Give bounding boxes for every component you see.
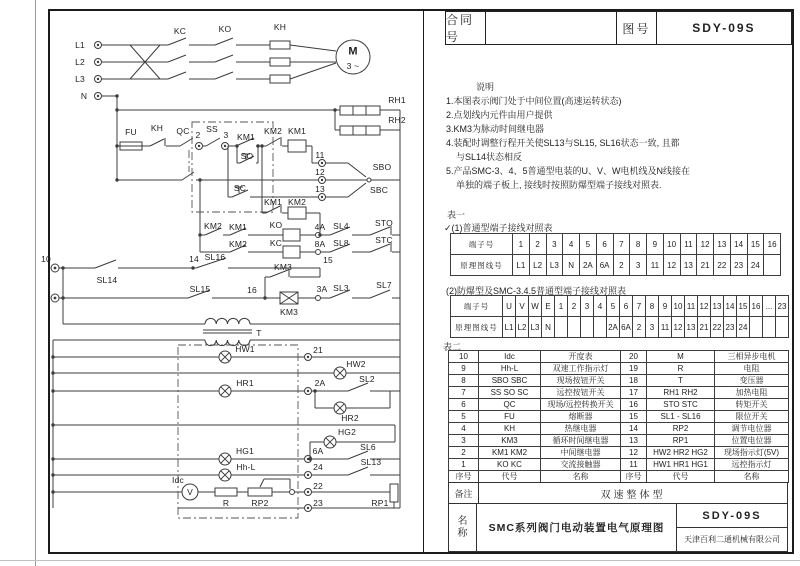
table-cell: 5 [580,234,597,255]
table-cell: 14 [724,296,737,317]
table-cell: SBO SBC [479,375,541,387]
schematic-label: SBC [369,184,389,195]
schematic-label: KM1 [287,125,307,136]
schematic-label: 6A [312,445,324,456]
table-cell: 22 [711,317,724,338]
table-cell: RH1 RH2 [647,387,715,399]
schematic-label: 23 [313,497,323,508]
table-cell: 变压器 [715,375,789,387]
table-cell: N [542,317,555,338]
table-cell: V [516,296,529,317]
title-block [445,11,792,45]
table-cell: 24 [748,255,765,276]
table-cell: L2 [530,255,547,276]
schematic-label: SL13 [360,456,382,467]
table-cell: Hh-L [479,363,541,375]
table-cell [555,317,568,338]
table-cell: 15 [737,296,750,317]
schematic-label: 24 [313,461,323,472]
table-cell: 现场按钮开关 [541,375,621,387]
table-cell: 限位开关 [715,411,789,423]
table-cell: 名称 [541,471,621,483]
table-cell: 5 [449,411,479,423]
table-cell: 12 [664,255,681,276]
table-row [451,255,781,276]
table-cell: T [647,375,715,387]
table-cell: FU [479,411,541,423]
table-cell: 序号 [449,471,479,483]
table-cell: 名称 [715,471,789,483]
table-cell: 2 [568,296,581,317]
table-cell: 13 [714,234,731,255]
table-cell: 11 [681,234,698,255]
schematic-label: RH2 [388,114,406,125]
table-cell: 15 [748,234,765,255]
table-cell: SL1 - SL16 [647,411,715,423]
table-cell: KM1 KM2 [479,447,541,459]
table-cell: 14 [731,234,748,255]
table-cell: 9 [449,363,479,375]
table-cell: 原理图线号 [451,317,503,338]
schematic-label: 2A [314,377,326,388]
table-cell: L3 [529,317,542,338]
table-cell: U [503,296,516,317]
table-cell: 2A [607,317,620,338]
table-cell: KH [479,423,541,435]
table-cell: 22 [714,255,731,276]
note-line: 单独的端子板上, 接线时按照防爆型端子接线对照表. [456,180,662,190]
table-cell: HW1 HR1 HG1 [647,459,715,471]
table-cell: 2 [449,447,479,459]
schematic-label: L3 [75,73,85,84]
schematic-label: 15 [323,254,333,265]
table-cell: 1 [513,234,530,255]
schematic-label: 3 ~ [346,60,360,71]
schematic-label: 10 [41,253,51,264]
table-cell [594,317,607,338]
drawing-number-label: 图号 [617,12,657,44]
table-cell [581,317,594,338]
schematic-label: KM1 [236,131,256,142]
table-cell: 2 [633,317,646,338]
table-row [449,363,789,375]
schematic-label: SL6 [360,441,376,452]
schematic-label: HG1 [235,445,255,456]
note-line: 1.本图表示阀门处于中间位置(高速运转状态) [446,96,622,106]
table-cell: M [647,351,715,363]
table-row [451,296,789,317]
schematic-label: KO [269,219,283,230]
table-cell: 热继电器 [541,423,621,435]
component-legend-table [448,350,789,483]
schematic-label: 2 [195,129,201,140]
table-cell: RP2 [647,423,715,435]
schematic-label: 4A [314,221,326,232]
schematic-label: HR1 [236,377,254,388]
company-name: 天津百利二通机械有限公司 [684,535,780,544]
table-cell: 端子号 [451,296,503,317]
table-row [449,411,789,423]
table-cell: 远控指示灯 [715,459,789,471]
schematic-label: 21 [313,344,323,355]
note-line: 5.产品SMC-3、4、5普通型电装的U、V、W电机线及N线接在 [446,166,691,176]
table-cell: 序号 [621,471,647,483]
table-cell: 原理图线号 [451,255,513,276]
table-cell: 位置电位器 [715,435,789,447]
table-cell: 1 [555,296,568,317]
table-cell: 12 [697,234,714,255]
schematic-label: M [348,45,358,58]
table-cell: 2 [614,255,631,276]
schematic-label: QC [176,125,190,136]
remarks-row [448,482,788,504]
schematic-label: SL8 [333,237,349,248]
table-row [449,435,789,447]
table-cell: 4 [449,423,479,435]
table-cell: 20 [621,351,647,363]
table-cell: 交流接触器 [541,459,621,471]
note-line: 说明 [476,82,495,92]
table-cell: STO STC [647,399,715,411]
table-cell: 双速工作指示灯 [541,363,621,375]
table-cell: N [563,255,580,276]
table-row [449,423,789,435]
table-cell: 24 [737,317,750,338]
table-cell: 5 [607,296,620,317]
schematic-label: 11 [315,149,325,160]
table-cell: 8 [630,234,647,255]
table-cell: 7 [633,296,646,317]
drawing-number-value: SDY-09S [692,21,756,35]
table2-subcaption: (2)防爆型及SMC-3.4.5普通型端子接线对照表 [446,286,627,296]
table3-caption: 表二 [443,342,462,352]
table-row [451,234,781,255]
schematic-label: HW1 [235,343,255,354]
schematic-label: 16 [247,284,257,295]
table-row [449,447,789,459]
table-cell: 6 [449,399,479,411]
remarks-label: 备注 [449,483,479,503]
note-line: 2.点划线内元件由用户提供 [446,110,553,120]
table-cell: 21 [697,255,714,276]
table-cell: 中间继电器 [541,447,621,459]
table1-subcaption: ✓(1)普通型端子接线对照表 [444,223,553,233]
schematic-label: STC [375,234,393,245]
table-cell: 代号 [647,471,715,483]
table-cell: 调节电位器 [715,423,789,435]
drawing-title: SMC系列阀门电动装置电气原理图 [477,504,677,551]
schematic-label: RP2 [251,497,269,508]
table-cell: 3 [547,234,564,255]
schematic-label: SL16 [204,251,226,262]
schematic-label: 3A [316,283,328,294]
schematic-label: 3 [223,129,229,140]
table-cell [763,317,776,338]
table-cell: 23 [776,296,789,317]
table-cell: 端子号 [451,234,513,255]
schematic-label: SS [206,123,218,134]
schematic-label: RP1 [371,497,389,508]
note-line: 与SL14状态相反 [456,152,523,162]
table-cell: 9 [659,296,672,317]
table-cell: 11 [659,317,672,338]
table-cell: 循环时间继电器 [541,435,621,447]
schematic-label: KH [150,122,164,133]
table-row [449,387,789,399]
table-cell: 10 [664,234,681,255]
table-cell: 11 [621,459,647,471]
table-row [451,317,789,338]
table-cell: 21 [698,317,711,338]
schematic-label: HG2 [337,426,357,437]
table-cell: 6 [620,296,633,317]
name-label: 名称 [449,504,477,551]
schematic-label: HR2 [341,412,359,423]
table-cell: 3 [630,255,647,276]
schematic-label: KO [218,23,232,34]
table-row [449,399,789,411]
schematic-label: HW2 [346,358,366,369]
footer-drawing-number: SDY-09S [677,504,787,528]
table-cell: R [647,363,715,375]
table-cell: 16 [764,234,781,255]
table-cell: 电阻 [715,363,789,375]
schematic-label: Hh-L [236,461,256,472]
name-block [448,504,788,552]
schematic-label: SBO [372,161,392,172]
table-cell: 19 [621,363,647,375]
table-cell [764,255,781,276]
table-row [449,375,789,387]
table-cell [750,317,763,338]
table-cell: QC [479,399,541,411]
table-cell: 7 [449,387,479,399]
table-cell: 11 [647,255,664,276]
schematic-label: SL3 [333,282,349,293]
table-cell: 12 [621,447,647,459]
table-row [449,351,789,363]
table-cell: KM3 [479,435,541,447]
table-cell: 12 [672,317,685,338]
schematic-label: Idc [172,474,184,485]
table-cell: L1 [513,255,530,276]
table-cell: 2A [580,255,597,276]
table-cell: 10 [449,351,479,363]
schematic-label: 14 [189,253,199,264]
schematic-label: 13 [315,183,325,194]
table-cell: 8 [646,296,659,317]
table-cell: 14 [621,423,647,435]
note-line: 4.装配时调整行程开关使SL13与SL15, SL16状态一致, 且都 [446,138,680,148]
table-row [449,459,789,471]
schematic-label: KM2 [228,238,248,249]
table-cell: 17 [621,387,647,399]
table-cell: KO KC [479,459,541,471]
table-cell: 9 [647,234,664,255]
schematic-label: FU [125,126,137,137]
table-cell: 4 [563,234,580,255]
table-cell: E [542,296,555,317]
schematic-label: 22 [313,480,323,491]
table-cell: 13 [711,296,724,317]
schematic-label: KM1 [228,221,248,232]
schematic-label: RH1 [388,94,406,105]
table-cell: 6A [597,255,614,276]
table-cell: SS SO SC [479,387,541,399]
table-cell: 3 [581,296,594,317]
table-cell: 3 [449,435,479,447]
table-cell: RP1 [647,435,715,447]
table-cell: 16 [750,296,763,317]
table-cell: 10 [672,296,685,317]
table-cell [568,317,581,338]
schematic-label: KM2 [263,125,283,136]
schematic-label: R [222,497,230,508]
table-cell: 现场/远控转换开关 [541,399,621,411]
table-cell: 11 [685,296,698,317]
schematic-label: L1 [75,39,85,50]
schematic-label: SL7 [376,279,392,290]
table-cell: 8 [449,375,479,387]
table-cell: 远控按钮开关 [541,387,621,399]
table-cell: W [529,296,542,317]
table-cell: 开度表 [541,351,621,363]
table-cell: ... [763,296,776,317]
contract-number-label: 合同号 [446,12,486,44]
schematic-label: SL15 [189,283,211,294]
schematic-label: KM2 [287,196,307,207]
schematic-label: 8A [314,238,326,249]
table-cell: 加热电阻 [715,387,789,399]
schematic-label: KM1 [263,196,283,207]
schematic-label: KM3 [279,306,299,317]
table-cell: 13 [621,435,647,447]
table-cell: 4 [594,296,607,317]
table-cell: 1 [449,459,479,471]
notes-block [446,80,791,192]
table-cell: HW2 HR2 HG2 [647,447,715,459]
table-cell: 16 [621,399,647,411]
schematic-label: KC [173,25,187,36]
schematic-label: L2 [75,56,85,67]
table-cell: 6 [597,234,614,255]
schematic-label: KM3 [273,261,293,272]
table-cell [776,317,789,338]
table1-caption: 表一 [447,210,466,220]
table-cell: 23 [731,255,748,276]
table-cell: 7 [614,234,631,255]
schematic-label: SL2 [359,373,375,384]
schematic-label: KM2 [203,220,223,231]
terminal-table-standard [450,233,781,276]
table-cell: 6A [620,317,633,338]
table-cell: 2 [530,234,547,255]
table-cell: 熔断器 [541,411,621,423]
table-cell: L1 [503,317,516,338]
schematic-label: KH [273,21,287,32]
table-cell: 15 [621,411,647,423]
table-cell: 三相异步电机 [715,351,789,363]
table-cell: 12 [698,296,711,317]
contract-number-value [486,12,617,44]
table-cell: 18 [621,375,647,387]
table-cell: 现场指示灯(5V) [715,447,789,459]
remarks-value: 双速整体型 [600,489,666,501]
schematic-label: SC [233,182,247,193]
table-cell: Idc [479,351,541,363]
table-cell: 13 [681,255,698,276]
schematic-label: SO [240,150,254,161]
terminal-table-explosionproof [450,295,789,338]
schematic-label: T [256,327,262,338]
name-right [677,504,787,551]
schematic-label: 12 [315,166,325,177]
note-line: 3.KM3为脉动时间继电器 [446,124,545,134]
table-cell: L2 [516,317,529,338]
table-cell: 3 [646,317,659,338]
table-cell: 13 [685,317,698,338]
schematic-label: SL14 [96,274,118,285]
table-cell: L3 [547,255,564,276]
table-cell: 23 [724,317,737,338]
schematic-label: KC [269,237,283,248]
schematic-label: STO [375,217,393,228]
schematic-label: SL4 [333,220,349,231]
table-cell: 转矩开关 [715,399,789,411]
table-cell: 代号 [479,471,541,483]
schematic-label: N [80,90,88,101]
schematic-label: V [187,486,193,497]
